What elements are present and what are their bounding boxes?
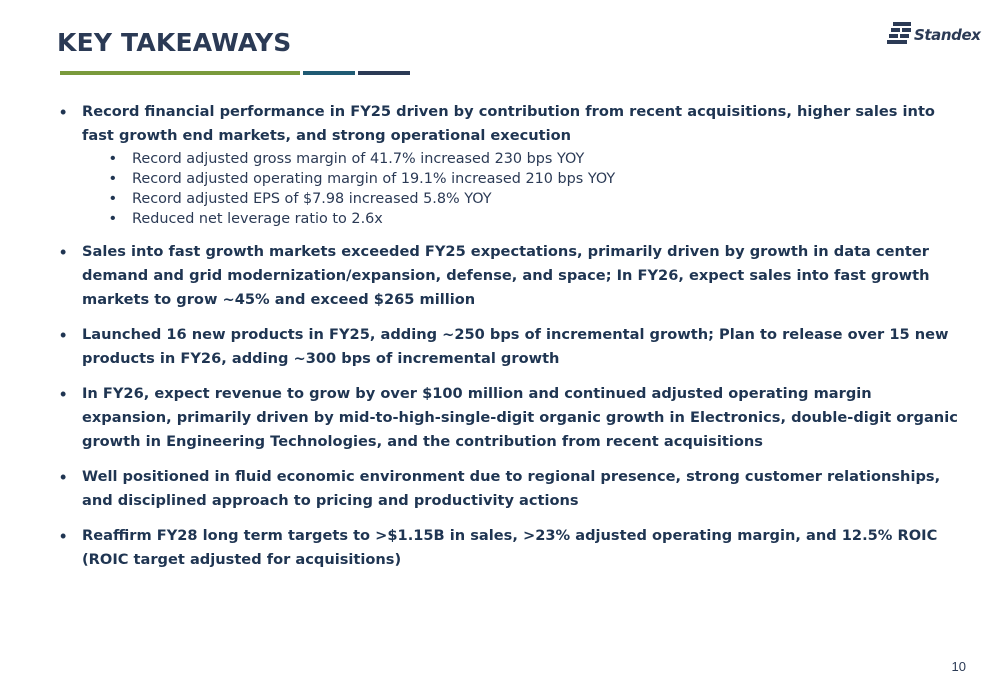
bullet-dot-icon: • [60, 384, 67, 404]
sub-takeaway-text: Record adjusted EPS of $7.98 increased 5.8% YOY [132, 191, 492, 207]
takeaways-list [60, 100, 960, 583]
sub-takeaway-item [110, 149, 960, 169]
takeaway-text: Well positioned in fluid economic environment due to regional presence, strong customer relationships, and disciplined approach to pricing and productivity actions [82, 468, 941, 509]
sub-bullet-dot-icon: • [110, 170, 116, 187]
sub-takeaway-text: Record adjusted gross margin of 41.7% increased 230 bps YOY [132, 151, 585, 167]
sub-takeaway-text: Reduced net leverage ratio to 2.6x [132, 211, 383, 227]
sub-bullet-dot-icon: • [110, 210, 116, 227]
takeaway-item-6 [60, 524, 960, 572]
takeaway-item-1 [60, 100, 960, 229]
bullet-dot-icon: • [60, 102, 67, 122]
takeaway-text: Sales into fast growth markets exceeded FY25 expectations, primarily driven by growth in data center demand and grid modernization/expansion, defense, and space; In FY26, expect sales into fast growth markets to grow ~45% and exceed $265 million [82, 243, 930, 308]
standex-logo [887, 22, 979, 46]
takeaway-item-3 [60, 323, 960, 371]
title-underline-green [60, 71, 300, 75]
sub-takeaway-item [110, 169, 960, 189]
page-title: KEY TAKEAWAYS [57, 28, 292, 57]
takeaway-item-5 [60, 465, 960, 513]
bullet-dot-icon: • [60, 526, 67, 546]
sub-takeaways-list [82, 149, 960, 229]
sub-bullet-dot-icon: • [110, 190, 116, 207]
sub-takeaway-item [110, 209, 960, 229]
takeaway-text: Record financial performance in FY25 driven by contribution from recent acquisitions, higher sales into fast growth end markets, and strong operational execution [82, 103, 935, 144]
bullet-dot-icon: • [60, 325, 67, 345]
takeaway-item-2 [60, 240, 960, 312]
sub-bullet-dot-icon: • [110, 150, 116, 167]
takeaway-text: In FY26, expect revenue to grow by over $100 million and continued adjusted operating margin expansion, primarily driven by mid-to-high-single-digit organic growth in Electronics, double-digit organic growth in Engineering Technologies, and the contribution from recent acquisitions [82, 385, 958, 450]
title-underline-teal [303, 71, 355, 75]
bullet-dot-icon: • [60, 467, 67, 487]
takeaway-text: Reaffirm FY28 long term targets to >$1.15B in sales, >23% adjusted operating margin, and 12.5% ROIC (ROIC target adjusted for acquisitions) [82, 527, 938, 568]
sub-takeaway-item [110, 189, 960, 209]
standex-logo-text: Standex [914, 26, 981, 44]
bullet-dot-icon: • [60, 242, 67, 262]
standex-logo-icon [887, 22, 911, 44]
takeaway-text: Launched 16 new products in FY25, adding ~250 bps of incremental growth; Plan to release over 15 new products in FY26, adding ~300 bps of incremental growth [82, 326, 949, 367]
sub-takeaway-text: Record adjusted operating margin of 19.1% increased 210 bps YOY [132, 171, 616, 187]
takeaway-item-4 [60, 382, 960, 454]
title-underline-navy [358, 71, 410, 75]
page-number: 10 [951, 659, 966, 674]
